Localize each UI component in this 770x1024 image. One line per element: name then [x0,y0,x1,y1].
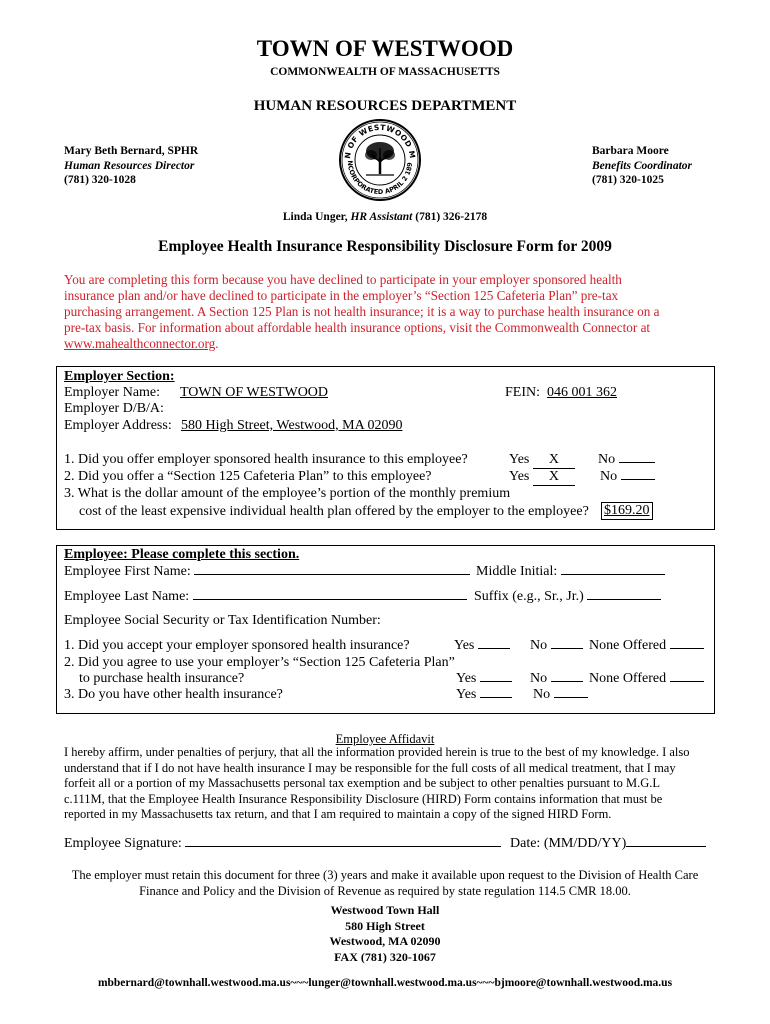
employee-q3-no[interactable] [533,687,588,703]
benefits-coordinator-phone: (781) 320-1025 [592,174,664,186]
affidavit-line-5: reported in my Massachusetts tax return, and that I am required to maintain a copy of the signed HIRD Form. [64,807,612,821]
yes-mark: X [533,452,575,469]
address-line-2: 580 High Street [345,918,425,933]
employee-q2-none-offered[interactable] [589,671,704,687]
town-title: TOWN OF WESTWOOD [256,36,514,61]
affidavit-line-4: c.111M, that the Employee Health Insurance Responsibility Disclosure (HIRD) Form contains information that must be [64,791,663,806]
date-label: Date: (MM/DD/YY) [510,836,627,851]
intro-line-4: pre-tax basis. For information about affordable health insurance options, visit the Commonwealth Connector at [64,320,651,335]
connector-link[interactable]: www.mahealthconnector.org [64,336,216,351]
no-label: No [598,452,616,467]
no-label: No [530,638,548,653]
no-label: No [600,469,618,484]
yes-label: Yes [509,469,530,484]
employer-name-label: Employer Name: [64,385,161,400]
yes-blank [478,648,510,649]
employer-question-3b: cost of the least expensive individual health plan offered by the employer to the employee? [79,504,589,519]
signature-field[interactable] [64,836,501,852]
none-offered-blank [670,681,704,682]
last-name-blank [193,599,467,600]
signature-blank [185,846,501,847]
no-blank [619,462,655,463]
yes-label: Yes [456,671,477,686]
intro-link-period: . [215,336,219,351]
retention-line-2: Finance and Policy and the Division of Revenue as required by state regulation 114.5 CMR 18.00. [139,883,631,898]
no-blank [554,697,588,698]
employer-q2-yes[interactable] [509,469,575,486]
employee-q1-none-offered[interactable] [589,638,704,654]
employee-q1-yes[interactable] [454,638,510,654]
hr-director-phone: (781) 320-1028 [64,174,136,186]
address-line-4: FAX (781) 320-1067 [334,949,436,964]
employer-q1-yes[interactable] [509,452,575,469]
employer-q1-no[interactable] [598,452,655,468]
yes-label: Yes [456,687,477,702]
employee-question-1: 1. Did you accept your employer sponsored health insurance? [64,638,410,653]
hr-assistant-title: HR Assistant [350,211,413,223]
last-name-field[interactable] [64,589,467,605]
employee-heading: Employee: Please complete this section. [64,547,300,562]
middle-initial-blank [561,574,665,575]
yes-blank [480,681,512,682]
seal-top-text: N OF WESTWOOD M [342,122,418,160]
yes-mark: X [533,469,575,486]
ssn-label: Employee Social Security or Tax Identification Number: [64,613,381,628]
middle-initial-field[interactable] [476,564,665,580]
employee-q2-no[interactable] [530,671,583,687]
fein-value: 046 001 362 [547,385,617,400]
none-offered-blank [670,648,704,649]
yes-label: Yes [509,452,530,467]
none-offered-label: None Offered [589,671,667,686]
affidavit-line-2: understand that if I do not have health insurance I may be responsible for the full costs of all medical treatment, that I may [64,760,676,775]
commonwealth-subtitle: COMMONWEALTH OF MASSACHUSETTS [270,66,500,78]
none-offered-label: None Offered [589,638,667,653]
affidavit-text [64,745,690,823]
no-label: No [533,687,551,702]
hr-assistant-line [0,211,770,223]
suffix-blank [587,599,661,600]
employer-address-label: Employer Address: [64,418,172,433]
date-blank [626,846,706,847]
no-blank [621,479,655,480]
intro-paragraph [64,272,659,352]
intro-line-3: purchasing arrangement. A Section 125 Plan is not health insurance; it is a way to purchase health insurance on a [64,304,660,319]
hr-director-name: Mary Beth Bernard, SPHR [64,145,199,157]
department-title: HUMAN RESOURCES DEPARTMENT [253,98,517,114]
middle-initial-label: Middle Initial: [476,564,558,579]
employee-question-2a: 2. Did you agree to use your employer’s “Section 125 Cafeteria Plan” [64,655,455,670]
town-hall-address [0,903,770,965]
hr-assistant-phone: (781) 326-2178 [412,211,488,223]
form-title: Employee Health Insurance Responsibility Disclosure Form for 2009 [158,238,612,255]
date-field[interactable] [510,836,706,852]
contact-emails[interactable]: mbbernard@townhall.westwood.ma.us~~~lunger@townhall.westwood.ma.us~~~bjmoore@townhall.westwood.ma.us [97,977,673,989]
town-seal [338,118,422,202]
yes-blank [480,697,512,698]
intro-line-2: insurance plan and/or have declined to participate in the employer’s “Section 125 Cafeteria Plan” pre-tax [64,288,619,303]
fein-label: FEIN: [505,385,540,400]
suffix-field[interactable] [474,589,661,605]
employer-question-3a: 3. What is the dollar amount of the employee’s portion of the monthly premium [64,486,511,501]
retention-line-1: The employer must retain this document for three (3) years and make it available upon request to the Division of Health Care [71,868,699,882]
employer-question-1: 1. Did you offer employer sponsored health insurance to this employee? [64,452,468,467]
tree-icon [365,142,395,175]
employer-heading: Employer Section: [64,369,175,384]
signature-label: Employee Signature: [64,836,182,851]
address-line-1: Westwood Town Hall [330,903,440,917]
employer-name-value: TOWN OF WESTWOOD [180,385,329,400]
employee-q1-no[interactable] [530,638,583,654]
benefits-coordinator-title: Benefits Coordinator [592,160,693,172]
suffix-label: Suffix (e.g., Sr., Jr.) [474,589,584,604]
yes-label: Yes [454,638,475,653]
affidavit-title: Employee Affidavit [335,732,435,746]
employer-dba-label: Employer D/B/A: [64,401,164,416]
last-name-label: Employee Last Name: [64,589,190,604]
intro-line-1: You are completing this form because you have declined to participate in your employer sponsored health [64,272,622,287]
hr-assistant-name: Linda Unger, [282,211,351,223]
no-blank [551,681,583,682]
no-label: No [530,671,548,686]
employee-question-2b: to purchase health insurance? [79,671,245,686]
employee-q3-yes[interactable] [456,687,512,703]
seal-bottom-text: NCORPORATED APRIL 2 189 [345,160,415,197]
first-name-blank [194,574,470,575]
benefits-coordinator-name: Barbara Moore [592,145,669,157]
affidavit-line-3: forfeit all or a portion of my Massachusetts personal tax exemption and be subject to other penalties pursuant to M.G.L [64,776,661,790]
first-name-field[interactable] [64,564,470,580]
retention-notice [0,868,770,899]
no-blank [551,648,583,649]
hr-director-title: Human Resources Director [64,160,195,172]
affidavit-line-1: I hereby affirm, under penalties of perjury, that all the information provided herein is true to the best of my knowledge. I also [64,745,690,759]
employee-q2-yes[interactable] [456,671,512,687]
employer-question-2: 2. Did you offer a “Section 125 Cafeteria Plan” to this employee? [64,469,432,484]
first-name-label: Employee First Name: [64,564,191,579]
employer-q2-no[interactable] [600,469,655,485]
premium-amount: $169.20 [601,502,653,520]
employer-address-value: 580 High Street, Westwood, MA 02090 [181,418,403,433]
employee-question-3: 3. Do you have other health insurance? [64,687,283,702]
address-line-3: Westwood, MA 02090 [329,934,441,948]
